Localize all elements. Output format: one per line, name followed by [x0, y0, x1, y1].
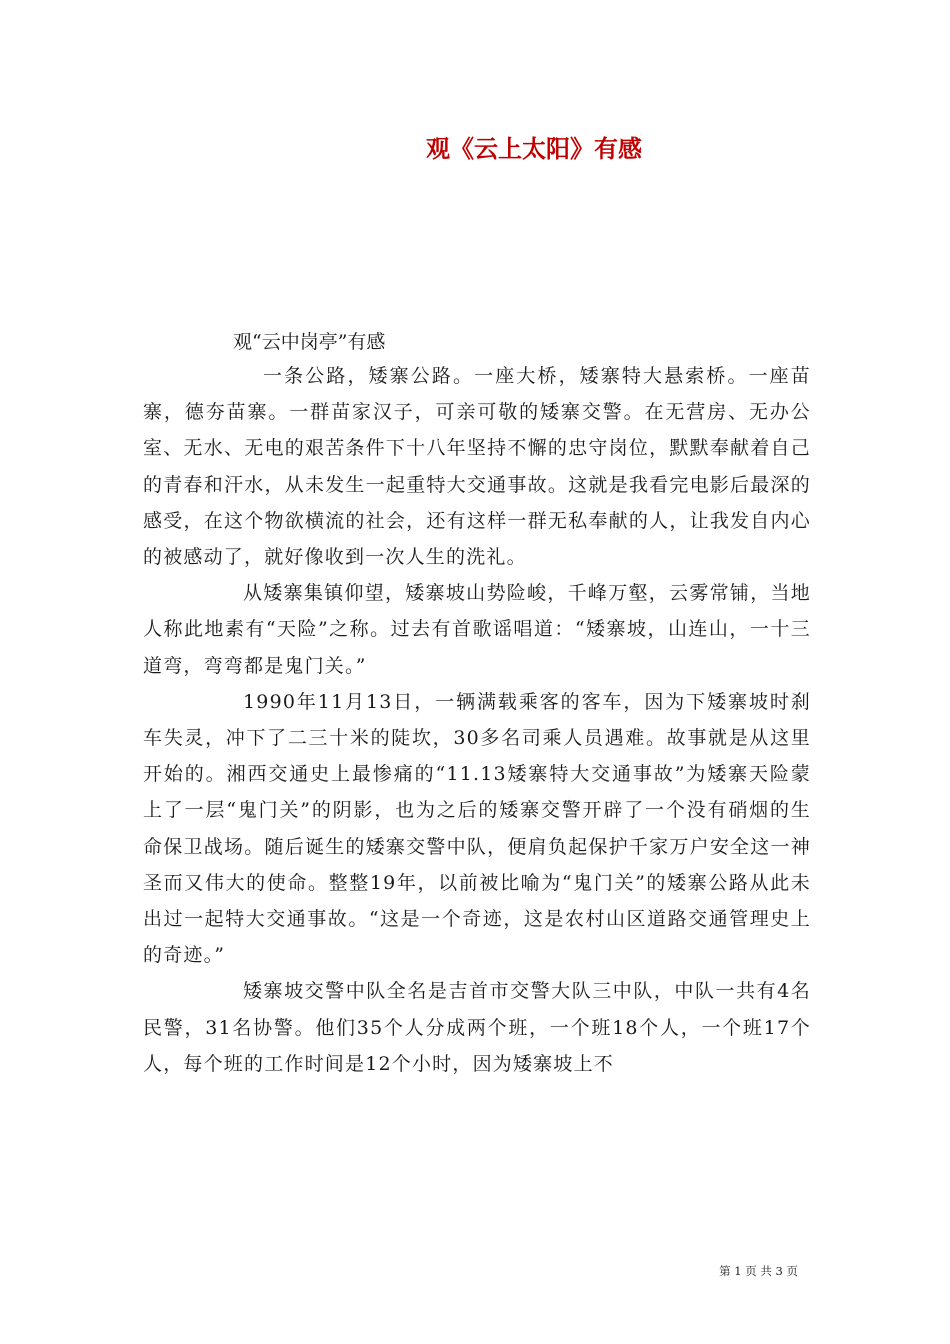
- document-subtitle: 观“云中岗亭”有感: [233, 331, 386, 353]
- paragraph-3: 1990年11月13日，一辆满载乘客的客车，因为下矮寨坡时刹车失灵，冲下了二三十米的陡坎，30多名司乘人员遇难。故事就是从这里开始的。湘西交通史上最惨痛的“11.13矮寨特大交通事故”为矮寨天险蒙上了一层“鬼门关”的阴影，也为之后的矮寨交警开辟了一个没有硝烟的生命保卫战场。随后诞生的矮寨交警中队，便肩负起保护千家万户安全这一神圣而又伟大的使命。整整19年，以前被比喻为“鬼门关”的矮寨公路从此未出过一起特大交通事故。“这是一个奇迹，这是农村山区道路交通管理史上的奇迹。”: [143, 690, 811, 967]
- page-number-footer: 第 1 页 共 3 页: [719, 1264, 798, 1278]
- document-body: [143, 326, 811, 1082]
- paragraph-2: 从矮寨集镇仰望，矮寨坡山势险峻，千峰万壑，云雾常铺，当地人称此地素有“天险”之称。过去有首歌谣唱道：“矮寨坡，山连山，一十三道弯，弯弯都是鬼门关。”: [143, 582, 811, 677]
- paragraph-1: 一条公路，矮寨公路。一座大桥，矮寨特大悬索桥。一座苗寨，德夯苗寨。一群苗家汉子，可亲可敬的矮寨交警。在无营房、无办公室、无水、无电的艰苦条件下十八年坚持不懈的忠守岗位，默默奉献着自己的青春和汗水，从未发生一起重特大交通事故。这就是我看完电影后最深的感受，在这个物欲横流的社会，还有这样一群无私奉献的人，让我发自内心的被感动了，就好像收到一次人生的洗礼。: [143, 365, 811, 569]
- document-title: 观《云上太阳》有感: [426, 134, 642, 163]
- paragraph-4: 矮寨坡交警中队全名是吉首市交警大队三中队，中队一共有4名民警，31名协警。他们35个人分成两个班，一个班18个人，一个班17个人，每个班的工作时间是12个小时，因为矮寨坡上不: [143, 980, 811, 1075]
